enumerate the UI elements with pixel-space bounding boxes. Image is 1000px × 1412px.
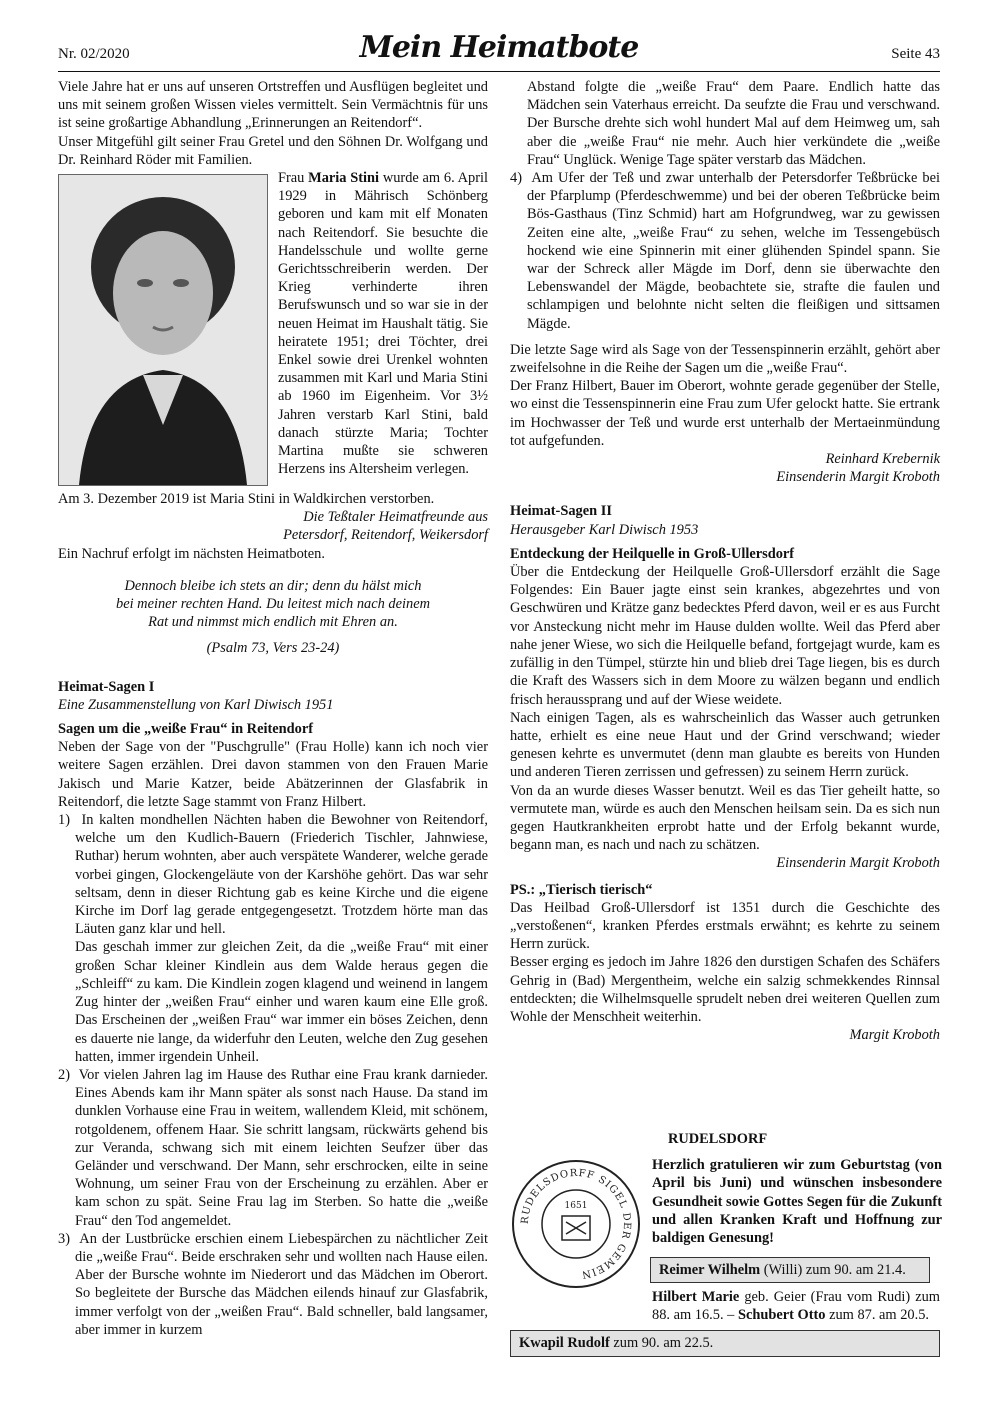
seal-year: 1651 <box>564 1201 588 1211</box>
birthday-box <box>510 1330 940 1356</box>
birthday-detail: zum 87. am 20.5. <box>825 1307 930 1324</box>
sagen1-title: Heimat-Sagen I <box>58 678 155 695</box>
ps-title: PS.: „Tierisch tierisch“ <box>510 881 653 898</box>
portrait-photo <box>58 174 268 486</box>
hilbert-paragraph: Der Franz Hilbert, Bauer im Oberort, wohnte gerade gegenüber der Stelle, wo einst die Tessenspinnerin eine Frau zum Ufer gelockt hatte. Sie ertrank im Hochwasser der Teß und wurde erst unterhalb der Mertaeinmündung tot aufgefunden. <box>510 378 940 449</box>
seal-inscription: RUDELSDORFF SIGEL DER GEMEIN <box>519 1167 633 1280</box>
sagen1-subtitle: Eine Zusammenstellung von Karl Diwisch 1951 <box>58 696 334 713</box>
birthday-list <box>510 1288 940 1357</box>
portrait-image <box>59 175 267 485</box>
svg-text:RUDELSDORFF SIGEL DER GEMEIN <box>520 1168 632 1280</box>
weisse-frau-intro: Neben der Sage von der "Puschgrulle" (Frau Holle) kann ich noch vier weitere Sagen erzählen. Drei davon stammen von den Frauen Marie Jakisch und Marie Katzer, beide Abätzerinnen der Glasfabrik in Reitendorf, die letzte Sage stammt von Franz Hilbert. <box>58 739 488 810</box>
list-item-text: In kalten mondhellen Nächten haben die Bewohner von Reitendorf, welche um den Kudlich-Bauern (Friederich Tischler, Jahnwiese, Ruthar) herum wohnten, aber auch verspätete Wanderer, welche gerade vorbei gingen, Glockengeläute von der Karshöhe gehört. Das war sehr seltsam, denn in dieser Richtung gab es keine Kirche und die eigene Kirche im Dorf lag gerade entgegengesetzt. Trotzdem hörte man das Läuten ganz klar und hell. <box>75 812 488 938</box>
rudelsdorf-title: RUDELSDORF <box>668 1131 768 1147</box>
psalm-line-1: Dennoch bleibe ich stets an dir; denn du hälst mich <box>124 577 422 594</box>
ps-signature: Margit Kroboth <box>849 1027 940 1044</box>
sagen2-subtitle: Herausgeber Karl Diwisch 1953 <box>510 521 699 538</box>
birthday-name: Schubert Otto <box>737 1307 826 1324</box>
sagen2-title: Heimat-Sagen II <box>510 503 612 520</box>
list-item <box>58 1066 488 1230</box>
heilquelle-paragraph-2: Nach einigen Tagen, als es wahrscheinlich das Wasser auch getrunken hatte, erhielt es eine neue Haut und der Grind verschwand; wieder genesen kehrte es unvermutet (denn man glaubte es bereits von Hunden und anderen Tieren zerrissen und gefressen) zu seinem Herrn zurück. <box>510 709 940 781</box>
list-item-text: Am Ufer der Teß und zwar unterhalb der Petersdorfer Teßbrücke bei der Pfarplump (Pferdeschwemme) und bei der oberen Teßbrücke beim Bös-Gasthaus (Tinz Schmid) hart am Hofgrundweg, war zu gewissen Zeiten eine alte, „weiße Frau“ zu sehen, welche im Tessengebüsch hockend wie eine Spinnerin mit einer glühenden Spindel spann. Sie war der Schreck aller Mägde im Dorf, denn sie überwachte den Lebenswandel der Mägde, beobachtete sie, strafte die faulen und schlampigen und belohnte nicht selten die fleißigen und sittsamen Mägde. <box>527 170 940 332</box>
issue-number: Nr. 02/2020 <box>58 46 130 62</box>
heilquelle-paragraph-1: Über die Entdeckung der Heilquelle Groß-Ullersdorf erzählt die Sage Folgendes: Ein Bauer jagte einst sein krankes, abgezehrtes und von Geschwüren und Krätze ganz bedecktes Pferd davon, weil er es aus Furcht vor Ansteckung nicht mehr im Hause dulden wollte. Weil das Pferd aber nahe jener Wiese, wo sich die Heilquelle befand, fortgejagt wurde, kam es zufällig in den Tümpel, stürzte hin und blieb drei Tage liegen, bis es durch die Kraft des Wassers sich in dem Moore zu wälzen begann und endlich frisch heraussprang und auf der Wiese weidete. <box>510 564 940 708</box>
right-column <box>510 78 940 1044</box>
birthday-box <box>650 1257 930 1283</box>
stini-biography: wurde am 6. April 1929 in Mährisch Schönberg geboren und kam mit elf Monaten nach Reitendorf. Sie besuchte die Handelsschule und wollte gerne Gerichtsschreiberin werden. Der Krieg verhinderte ihren Berufswunsch und so war sie in der neuen Heimat im Haushalt tätig. Sie heiratete 1951; drei Töchter, drei Enkel sowie drei Urenkel wohnten zusammen mit Karl und Maria Stini ab 1960 im Eigenheim. Vor 3½ Jahren verstarb Karl Stini, bald danach stürzte Maria; Tochter Martina mußte sie schweren Herzens ins Altersheim verlegen. <box>278 170 488 478</box>
list-item-paragraph: Das geschah immer zur gleichen Zeit, da die „weiße Frau“ mit einer großen Schar kleiner Kindlein aus dem Walde heraus gegen die „Schleiff“ zu kam. Die Kindlein zogen klagend und weinend in langem Zug hinter der „weißen Frau“ einher und waren kaum eine Elle groß. Das Erscheinen der „weißen Frau“ war immer ein böses Zeichen, denn es dauerte nie lange, da widerfuhr den Leuten, welche den Zug gesehen hatten, immer irgendein Unheil. <box>75 939 488 1065</box>
signature-line-2: Petersdorf, Reitendorf, Weikersdorf <box>283 527 488 544</box>
weisse-frau-title: Sagen um die „weiße Frau“ in Reitendorf <box>58 721 314 738</box>
author-signature: Reinhard Krebernik <box>825 451 940 468</box>
psalm-reference: (Psalm 73, Vers 23-24) <box>206 640 340 657</box>
psalm-line-2: bei meiner rechten Hand. Du leitest mich nach deinem <box>116 596 430 613</box>
page-number: Seite 43 <box>891 46 940 62</box>
rudelsdorf-greeting: Herzlich gratulieren wir zum Geburtstag (von April bis Juni) und wünschen insbesondere Gesundheit sowie Gottes Segen für die Zukunft und allen Kranken Kraft und Hoffnung zur baldigen Genesung! <box>652 1157 942 1247</box>
list-item-text: Vor vielen Jahren lag im Hause des Ruthar eine Frau krank darnieder. Eines Abends kam ihr Mann später als sonst nach Hause. Da stand im dunklen Vorhause eine Frau in weitem, wallendem Kleid, mit schönem, rotgoldenem, offenem Haar. Sie schritt langsam, rückwärts gehend bis zur Veranda, schwang sich mit einem leichten Seufzer über das Geländer und verschwand. Der Mann, sehr erschrocken, eilte in seine Wohnung, um seiner Frau von der Erscheinung zu erzählen. Aber er kam schon zu spät. Seine Frau lag im Sterben. So hatte die „weiße Frau“ den Tod angemeldet. <box>75 1066 488 1229</box>
ps-paragraph-1: Das Heilbad Groß-Ullersdorf ist 1351 durch die Geschichte des „verstoßenen“, kranken Pferdes erstmals erwähnt; es kehrte zu seinem Herrn zurück. <box>510 899 940 953</box>
obituary-condolence: Unser Mitgefühl gilt seiner Frau Gretel und den Söhnen Dr. Wolfgang und Dr. Reinhard Röder mit Familien. <box>58 133 488 168</box>
ps-paragraph-2: Besser erging es jedoch im Jahre 1826 den durstigen Schafen des Schäfers Gehrig in (Bad) Mergentheim, welche ein salzig schmekkendes Rinnsal entdeckten; die Wilhelmsquelle sprudelt neben drei weiteren Quellen zum Wohle der Menschheit weiterhin. <box>510 954 940 1025</box>
municipal-seal <box>512 1160 640 1288</box>
list-number: 4) <box>510 170 522 187</box>
last-sage-note: Die letzte Sage wird als Sage von der Tessenspinnerin erzählt, gehört aber zweifelsohne in die Reihe der Sagen um die „weiße Frau“. <box>510 341 940 377</box>
obituary-intro: Viele Jahre hat er uns auf unseren Ortstreffen und Ausflügen begleitet und uns mit seinem großen Wissen vieles vermittelt. Sein Vermächtnis für uns ist seine großartige Abhandlung „Erinnerungen an Reitendorf“. <box>58 79 488 132</box>
birthday-detail: zum 90. am 22.5. <box>609 1335 714 1352</box>
list-number: 2) <box>58 1066 70 1083</box>
list-item <box>58 811 488 938</box>
list-item <box>58 1230 488 1339</box>
masthead-logo: Mein Heimatbote <box>359 30 639 65</box>
seal-image <box>514 1162 638 1286</box>
stini-prefix: Frau <box>278 170 309 187</box>
list-number: 3) <box>58 1230 70 1247</box>
header-rule <box>58 71 940 72</box>
birthday-detail: (Willi) zum 90. am 21.4. <box>760 1262 906 1279</box>
list-item-text: An der Lustbrücke erschien einem Liebespärchen zu nächtlicher Zeit die „weiße Frau“. Beide erschraken sehr und wollten nach Hause eilen. Aber der Bursche wohnte im Niederort und das Mädchen im Oberort. So begleitete der Bursche das Mädchen eilends hinauf zur Glasfabrik, immer verfolgt von der „weißen Frau“. Bald schneller, bald langsamer, aber immer in kurzem <box>75 1230 488 1338</box>
birthday-name: Kwapil Rudolf <box>519 1335 610 1352</box>
heilquelle-signature: Einsenderin Margit Kroboth <box>776 855 940 872</box>
rudelsdorf-section <box>652 1130 942 1283</box>
list-item <box>510 169 940 333</box>
nachruf-note: Ein Nachruf erfolgt im nächsten Heimatboten. <box>58 545 325 562</box>
page-header <box>58 30 940 70</box>
left-column <box>58 78 488 1339</box>
signature-line-1: Die Teßtaler Heimatfreunde aus <box>303 509 488 526</box>
birthday-name: Hilbert Marie <box>652 1289 740 1305</box>
heilquelle-title: Entdeckung der Heilquelle in Groß-Ullersdorf <box>510 545 795 562</box>
birthday-detail: geb. Geier (Frau vom Rudi) zum 88. am 16.5. – <box>652 1289 940 1324</box>
birthday-name: Reimer Wilhelm <box>659 1262 761 1279</box>
stini-name: Maria Stini <box>308 170 380 187</box>
psalm-line-3: Rat und nimmst mich endlich mit Ehren an. <box>148 614 398 631</box>
heilquelle-paragraph-3: Von da an wurde dieses Wasser benutzt. Weil es das Tier geheilt hatte, so vermutete man, würde es auch den Menschen heilsam sein. Da es sich nun gegen Hautkrankheiten erprobt hatte und der Erfolg bekannt wurde, begann man, es nach und nach zu schätzen. <box>510 782 940 854</box>
list-item-continuation: Abstand folgte die „weiße Frau“ dem Paare. Endlich hatte das Mädchen sein Vaterhaus erreicht. Da seufzte die Frau und verschwand. Der Bursche drehte sich wohl hundert Mal auf dem Heimweg um, sah aber die „weiße Frau“ nie mehr. Auch hier verkündete die „weiße Frau“ Unglück. Wenige Tage später verstarb das Mädchen. <box>527 79 940 168</box>
sender-signature: Einsenderin Margit Kroboth <box>776 469 940 486</box>
list-number: 1) <box>58 812 70 829</box>
stini-death: Am 3. Dezember 2019 ist Maria Stini in Waldkirchen verstorben. <box>58 491 435 508</box>
sagen-list <box>58 811 488 938</box>
